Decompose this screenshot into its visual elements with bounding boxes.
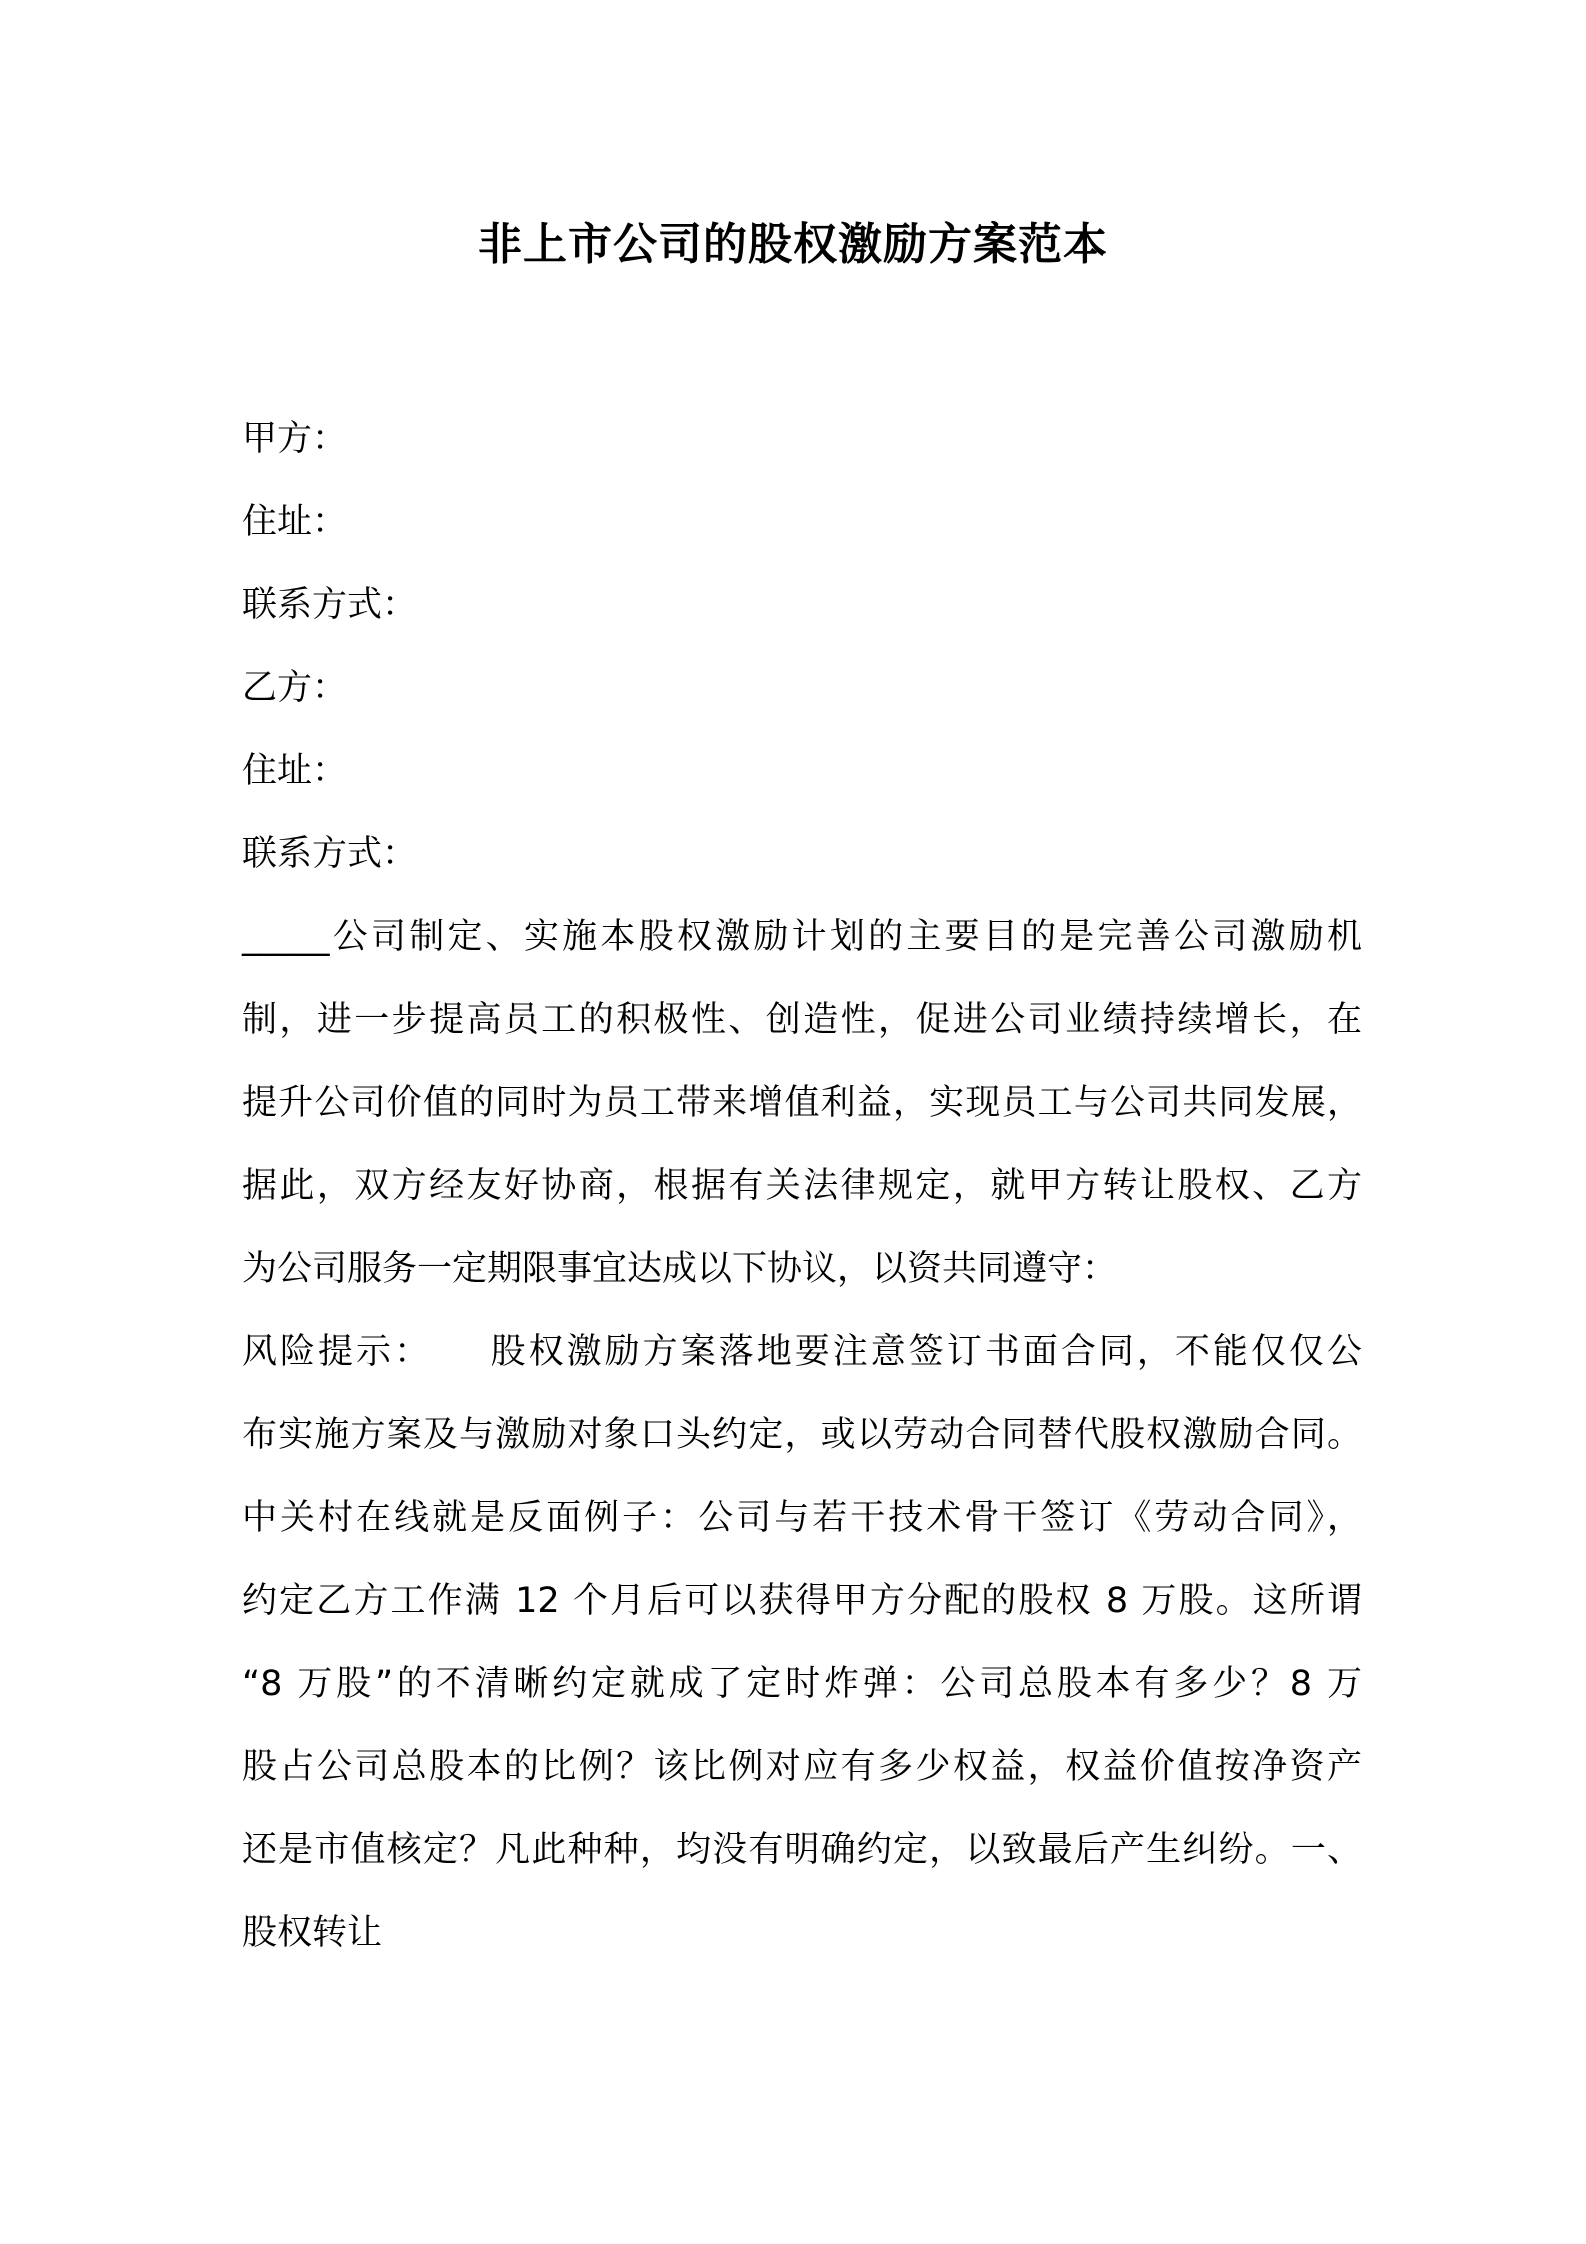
party-b-address-label: 住址： xyxy=(242,751,348,791)
party-b-name-label: 乙方： xyxy=(242,668,348,708)
body-line: “8 万股”的不清晰约定就成了定时炸弹：公司总股本有多少？8 万 xyxy=(242,1664,1362,1704)
body-line: _____公司制定、实施本股权激励计划的主要目的是完善公司激励机 xyxy=(242,917,1362,957)
body-line: 据此，双方经友好协商，根据有关法律规定，就甲方转让股权、乙方 xyxy=(242,1166,1362,1206)
body-line: 制，进一步提高员工的积极性、创造性，促进公司业绩持续增长，在 xyxy=(242,1000,1362,1040)
party-a-address-label: 住址： xyxy=(242,502,348,542)
party-b-contact-label: 联系方式： xyxy=(242,834,418,874)
body-line: 约定乙方工作满 12 个月后可以获得甲方分配的股权 8 万股。这所谓 xyxy=(242,1581,1362,1621)
party-a-name-label: 甲方： xyxy=(242,419,348,459)
body-line: 还是市值核定？凡此种种，均没有明确约定，以致最后产生纠纷。一、 xyxy=(242,1830,1362,1870)
body-line: 提升公司价值的同时为员工带来增值利益，实现员工与公司共同发展， xyxy=(242,1083,1362,1123)
document-title: 非上市公司的股权激励方案范本 xyxy=(478,219,1108,270)
body-line: 为公司服务一定期限事宜达成以下协议，以资共同遵守： xyxy=(242,1249,1118,1289)
body-line: 中关村在线就是反面例子：公司与若干技术骨干签订《劳动合同》， xyxy=(242,1498,1362,1538)
body-line: 风险提示： 股权激励方案落地要注意签订书面合同，不能仅仅公 xyxy=(242,1332,1362,1372)
party-a-contact-label: 联系方式： xyxy=(242,585,418,625)
body-line: 布实施方案及与激励对象口头约定，或以劳动合同替代股权激励合同。 xyxy=(242,1415,1362,1455)
section-heading-share-transfer: 股权转让 xyxy=(242,1913,383,1953)
body-line: 股占公司总股本的比例？该比例对应有多少权益，权益价值按净资产 xyxy=(242,1747,1362,1787)
